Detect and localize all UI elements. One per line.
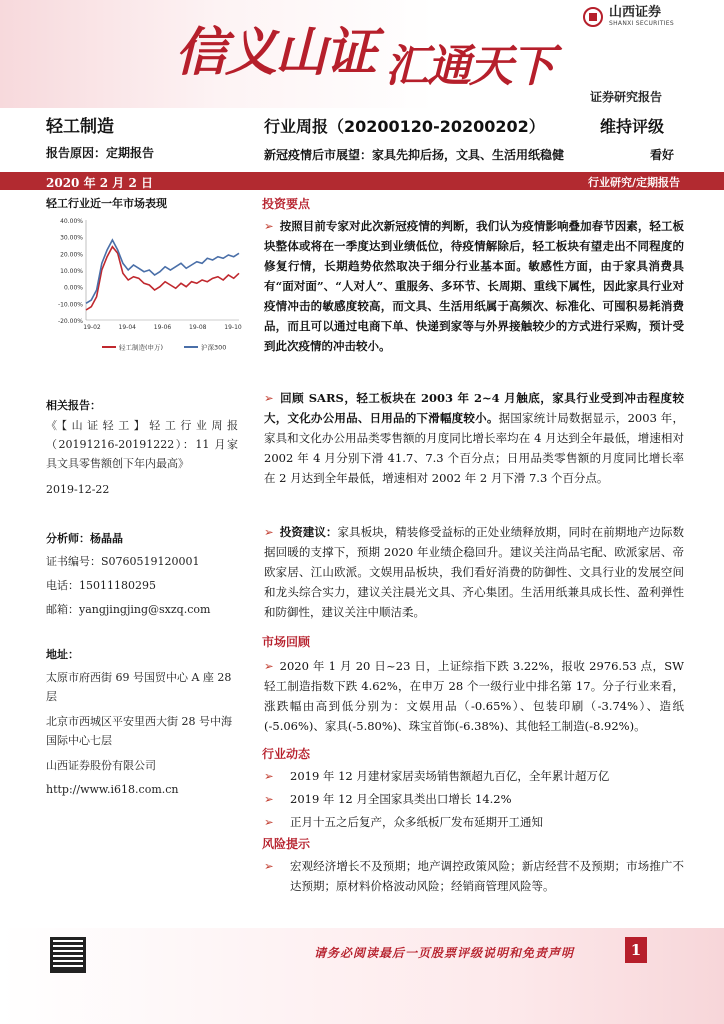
news-item-text: 正月十五之后复产，众多纸板厂发布延期开工通知	[290, 815, 543, 829]
y-tick-label: 0.00%	[63, 284, 83, 292]
x-tick-label: 19-08	[189, 324, 207, 331]
page-number: 1	[625, 937, 647, 963]
legend-label: 沪深300	[201, 343, 227, 352]
company-logo	[583, 6, 674, 27]
market-performance-chart	[44, 212, 249, 362]
news-item-text: 2019 年 12 月建材家居卖场销售额超九百亿，全年累计超万亿	[290, 769, 610, 783]
paragraph-advice-bold: 投资建议：	[279, 525, 338, 539]
rating-view: 看好	[650, 148, 675, 162]
x-tick-label: 19-04	[118, 324, 136, 331]
paragraph-sars-text: 据国家统计局数据显示，2003 年，家具和文化办公用品类零售额的月度同比增长率均在 4 月达到全年最低，增速相对 2002 年 4 月分别下滑 41.7、7.3 个百分点；日用品类零售额的月度同比增长率在 2 月达到全年最低，增速相对 2002 年 2 月下滑 7.3 个百分点。	[264, 411, 684, 485]
address-taiyuan: 太原市府西街 69 号国贸中心 A 座 28 层	[46, 671, 232, 703]
y-tick-label: -10.00%	[57, 301, 83, 309]
risk-item	[264, 856, 684, 896]
logo-brand-en: SHANXI SECURITIES	[609, 20, 674, 27]
risk-text: 宏观经济增长不及预期；地产调控政策风险；新店经营不及预期；市场推广不达预期；原材料价格波动风险；经销商管理风险等。	[290, 859, 684, 893]
news-item	[264, 789, 684, 809]
x-tick-label: 19-02	[83, 324, 101, 331]
series-line-csi300	[86, 240, 239, 303]
news-item-text: 2019 年 12 月全国家具类出口增长 14.2%	[290, 792, 512, 806]
arrow-bullet-icon: ➢	[264, 525, 274, 539]
report-subtitle: 新冠疫情后市展望：家具先抑后扬，文具、生活用纸稳健	[264, 148, 565, 162]
paragraph-advice	[264, 522, 684, 622]
logo-icon	[583, 7, 603, 27]
section-risk: 风险提示	[262, 837, 311, 851]
arrow-bullet-icon: ➢	[264, 815, 274, 829]
disclaimer-notice[interactable]: 请务必阅读最后一页股票评级说明和免责声明	[314, 946, 575, 960]
news-item	[264, 812, 684, 832]
paragraph-sars	[264, 388, 684, 488]
address-beijing: 北京市西城区平安里西大街 28 号中海国际中心七层	[46, 715, 232, 747]
y-tick-label: 40.00%	[60, 218, 83, 225]
footer	[0, 928, 724, 1024]
section-investment-highlights: 投资要点	[262, 197, 311, 211]
arrow-bullet-icon: ➢	[264, 792, 274, 806]
x-tick-label: 19-06	[153, 324, 172, 331]
related-report-link[interactable]: 《【山证轻工】轻工行业周报（20191216-20191222）：11 月家具文具零售额创下年内最高》	[46, 419, 238, 470]
paragraph-outlook-text: 按照目前专家对此次新冠疫情的判断，我们认为疫情影响叠加春节因素，轻工板块整体或将在一季度达到业绩低位，待疫情解除后，轻工板块有望走出不同程度的修复行情，长期趋势依然取决于细分行业基本面。敏感性方面，由于家具消费具有“面对面”、“人对人”、重服务、多环节、长周期、重线下属性，因此家具行业对疫情冲击的敏感度较高，而文具、生活用纸属于高频次、标准化、可囤积易耗消费品，而且可以通过电商下单、快递到家等与外界接触较少的方式进行采购，预计受到此次疫情的冲击较小。	[264, 219, 684, 353]
company-website[interactable]: http://www.i618.com.cn	[46, 783, 179, 796]
arrow-bullet-icon: ➢	[264, 769, 274, 783]
related-report-date: 2019-12-22	[46, 483, 110, 496]
report-category: 行业研究/定期报告	[587, 176, 680, 189]
arrow-bullet-icon: ➢	[264, 391, 274, 405]
report-reason: 报告原因：定期报告	[46, 146, 155, 160]
report-title: 行业周报（20200120-20200202）	[264, 117, 545, 136]
arrow-bullet-icon: ➢	[264, 659, 274, 673]
report-date: 2020 年 2 月 2 日	[46, 176, 153, 190]
arrow-bullet-icon: ➢	[264, 219, 274, 233]
address-label: 地址：	[46, 648, 79, 661]
date-bar	[0, 172, 724, 190]
logo-brand-cn: 山西证券	[609, 5, 662, 20]
y-tick-label: -20.00%	[57, 318, 83, 325]
company-name: 山西证券股份有限公司	[46, 759, 156, 772]
section-industry-news: 行业动态	[262, 747, 311, 761]
series-line-light-industry	[86, 247, 239, 310]
news-item	[264, 766, 684, 786]
paragraph-market	[264, 656, 684, 736]
arrow-bullet-icon: ➢	[264, 859, 274, 873]
report-type: 证券研究报告	[590, 90, 663, 104]
analyst-name: 分析师：杨晶晶	[46, 532, 123, 545]
paragraph-advice-text: 家具板块，精装修受益标的正处业绩释放期，同时在前期地产边际数据回暖的支撑下，预期 2020 年业绩企稳回升。建议关注尚品宅配、欧派家居、帝欧家居、江山欧派。文娱用品板块，我们看好消费的防御性、文具行业的发展空间和龙头综合实力，建议关注晨光文具、齐心集团。生活用纸兼具成长性、盈利弹性和防御性，建议关注中顺洁柔。	[264, 525, 685, 619]
analyst-phone: 电话：15011180295	[46, 579, 156, 592]
cert-number: 证书编号：S0760519120001	[46, 555, 200, 568]
chart-title: 轻工行业近一年市场表现	[46, 197, 167, 210]
section-market-review: 市场回顾	[262, 635, 311, 649]
paragraph-market-text: 2020 年 1 月 20 日~23 日，上证综指下跌 3.22%，报收 2976.53 点，SW 轻工制造指数下跌 4.62%，在申万 28 个一级行业中排名第 17。分子行业来看，涨跌幅由高到低分别为：文娱用品（-0.65%）、包装印刷（-3.74%）、造纸(-5.06%)、家具(-5.80%)、珠宝首饰(-6.38%)、其他轻工制造(-8.92%)。	[264, 659, 684, 733]
analyst-email[interactable]: 邮箱：yangjingjing@sxzq.com	[46, 603, 211, 616]
sector-title: 轻工制造	[46, 117, 114, 137]
y-tick-label: 20.00%	[60, 251, 83, 259]
legend-label: 轻工制造(申万)	[119, 343, 164, 352]
slogan-main: 信义山证	[175, 23, 376, 83]
related-reports-label: 相关报告：	[46, 399, 101, 412]
paragraph-sars-bold: 回顾 SARS，轻工板块在 2003 年 2~4 月触底，家具行业受到冲击程度较大，文化办公用品、日用品的下滑幅度较小。	[264, 391, 684, 425]
rating: 维持评级	[600, 117, 665, 136]
x-tick-label: 19-10	[224, 324, 242, 331]
y-tick-label: 30.00%	[60, 234, 83, 242]
qr-code-icon	[50, 937, 86, 973]
paragraph-outlook	[264, 216, 684, 356]
slogan-secondary: 汇通天下	[385, 41, 553, 92]
header-banner	[0, 0, 724, 108]
y-tick-label: 10.00%	[60, 268, 83, 275]
